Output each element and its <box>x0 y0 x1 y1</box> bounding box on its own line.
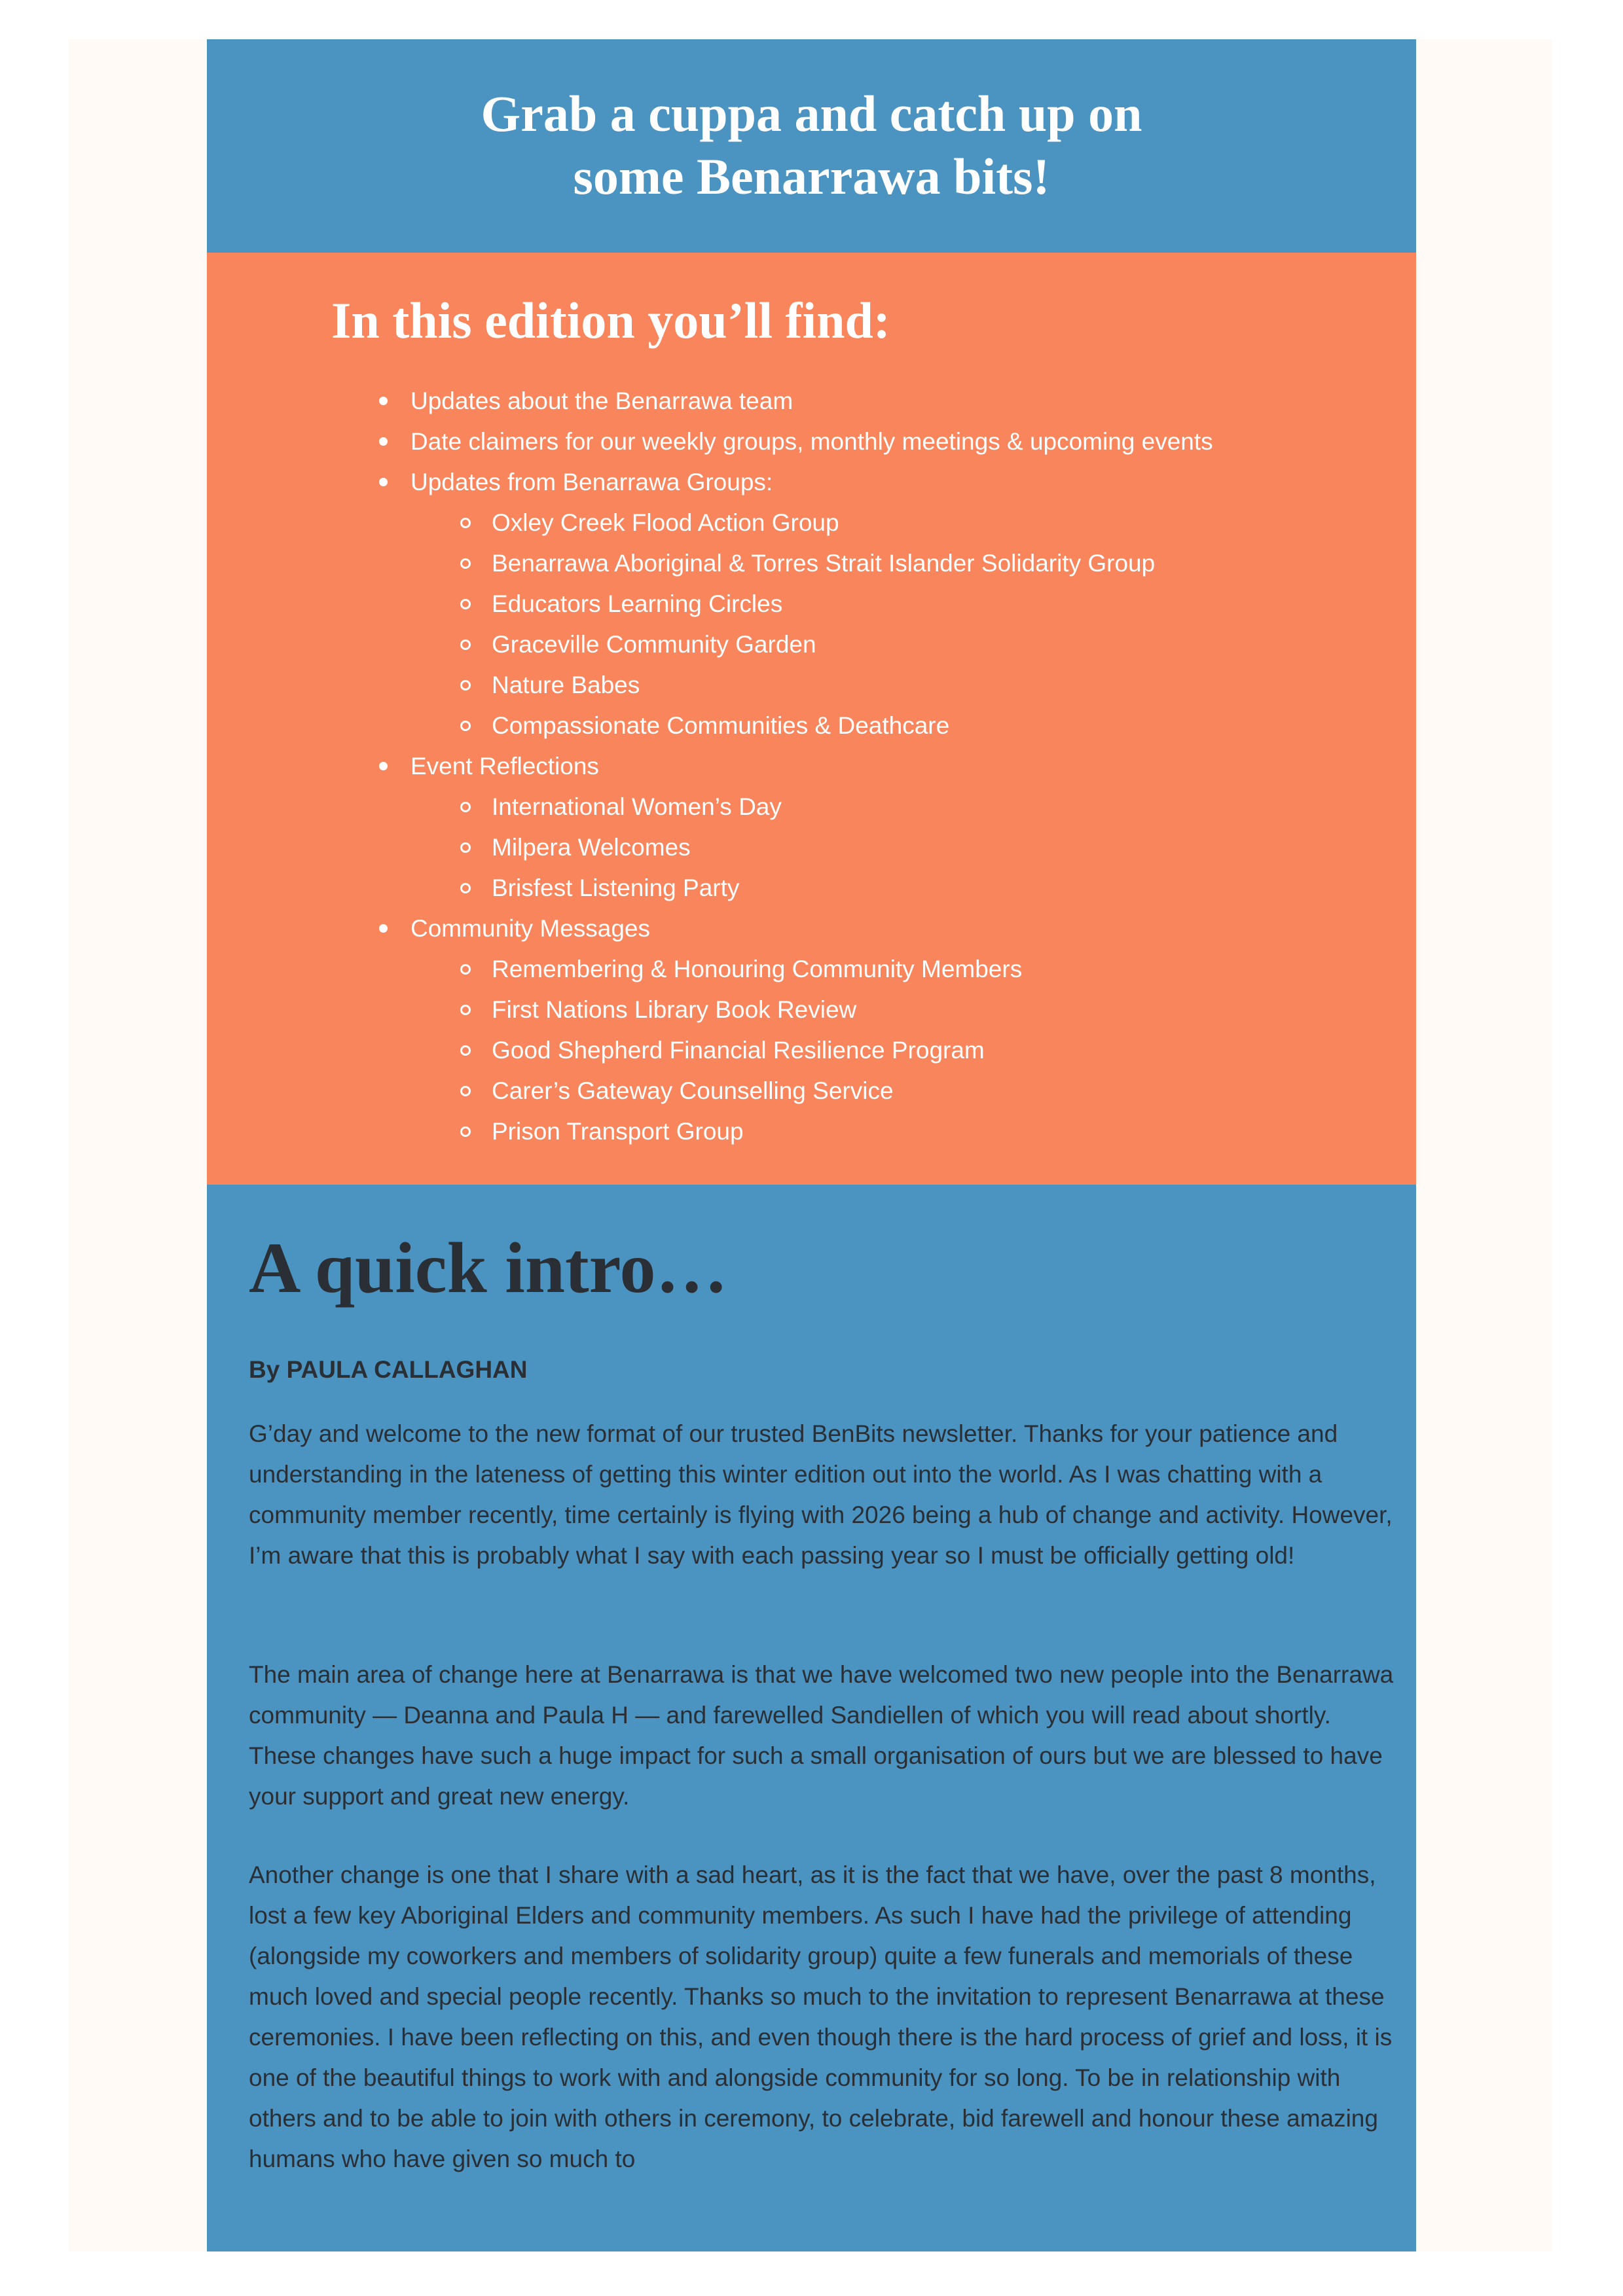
contents-subitem: International Women’s Day <box>207 787 1416 827</box>
contents-subitem: Compassionate Communities & Deathcare <box>207 706 1416 746</box>
contents-subitem: Prison Transport Group <box>207 1111 1416 1152</box>
contents-subitem: Oxley Creek Flood Action Group <box>207 503 1416 543</box>
contents-item: Community Messages <box>207 908 1416 949</box>
contents-title: In this edition you’ll find: <box>331 292 890 349</box>
contents-subitem: Brisfest Listening Party <box>207 868 1416 908</box>
contents-subitem: Benarrawa Aboriginal & Torres Strait Islander Solidarity Group <box>207 543 1416 584</box>
author-byline: By PAULA CALLAGHAN <box>249 1356 528 1383</box>
contents-subitem: First Nations Library Book Review <box>207 990 1416 1030</box>
contents-subitem: Carer’s Gateway Counselling Service <box>207 1071 1416 1111</box>
intro-paragraph: G’day and welcome to the new format of our trusted BenBits newsletter. Thanks for your patience and understanding in the lateness of getting this winter edition out into the world. As I was chatting with a community member recently, time certainly is flying with 2026 being a hub of change and activity. However, I’m aware that this is probably what I say with each passing year so I must be officially getting old! <box>249 1420 1393 1569</box>
intro-paragraph: The main area of change here at Benarrawa is that we have welcomed two new people into the Benarrawa community — Deanna and Paula H — and farewelled Sandiellen of which you will read about shortly. These changes have such a huge impact for such a small organisation of ours but we are blessed to have your support and great new energy. <box>249 1661 1394 1810</box>
contents-subitem: Educators Learning Circles <box>207 584 1416 624</box>
newsletter-header <box>207 39 1416 253</box>
contents-item: Date claimers for our weekly groups, monthly meetings & upcoming events <box>207 422 1416 462</box>
contents-subitem: Remembering & Honouring Community Members <box>207 949 1416 990</box>
intro-section <box>207 1185 1416 2251</box>
intro-title: A quick intro… <box>249 1228 728 1308</box>
contents-subitem: Good Shepherd Financial Resilience Program <box>207 1030 1416 1071</box>
contents-list <box>207 381 1416 1152</box>
contents-section <box>207 253 1416 1185</box>
contents-subitem: Graceville Community Garden <box>207 624 1416 665</box>
header-title-line-2: some Benarrawa bits! <box>573 148 1050 205</box>
header-title-line-1: Grab a cuppa and catch up on <box>481 85 1142 142</box>
contents-subitem: Nature Babes <box>207 665 1416 706</box>
intro-paragraph: Another change is one that I share with a sad heart, as it is the fact that we have, over the past 8 months, lost a few key Aboriginal Elders and community members. As such I have had the privilege of attending (alongside my coworkers and members of solidarity group) quite a few funerals and memorials of these much loved and special people recently. Thanks so much to the invitation to represent Benarrawa at these ceremonies. I have been reflecting on this, and even though there is the hard process of grief and loss, it is one of the beautiful things to work with and alongside community for so long. To be in relationship with others and to be able to join with others in ceremony, to celebrate, bid farewell and honour these amazing humans who have given so much to <box>249 1861 1393 2172</box>
contents-subitem: Milpera Welcomes <box>207 827 1416 868</box>
contents-item: Updates from Benarrawa Groups: <box>207 462 1416 503</box>
contents-item: Updates about the Benarrawa team <box>207 381 1416 422</box>
contents-item: Event Reflections <box>207 746 1416 787</box>
